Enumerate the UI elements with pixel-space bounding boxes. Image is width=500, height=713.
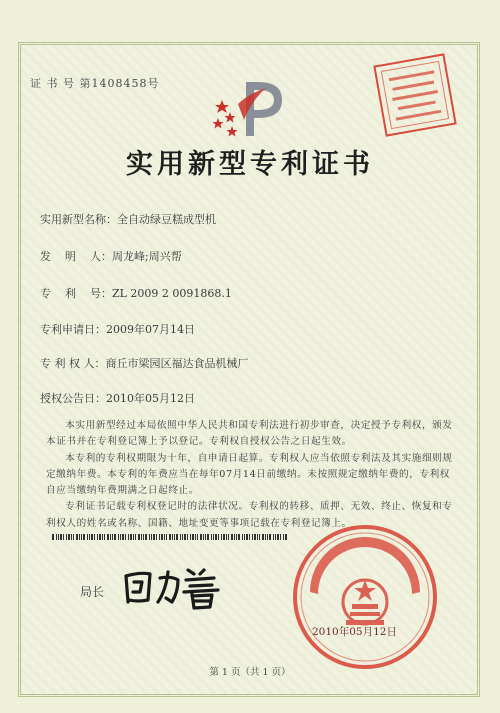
patentee-label: 专 利 权 人：: [40, 357, 106, 370]
barcode-bar: [249, 534, 250, 540]
barcode-bar: [172, 534, 173, 540]
barcode-bar: [87, 534, 88, 540]
patentee-value: 商丘市梁园区福达食品机械厂: [105, 357, 249, 370]
agency-seal-stamp: [372, 52, 458, 138]
barcode-bar: [159, 534, 160, 540]
barcode-bar: [104, 534, 105, 540]
barcode-bar: [203, 534, 204, 540]
barcode-bar: [207, 534, 209, 540]
announcement-date-value: 2010年05月12日: [106, 392, 195, 405]
barcode-bar: [169, 534, 171, 540]
barcode-bar: [200, 534, 202, 540]
barcode-bar: [164, 534, 165, 540]
filing-date-value: 2009年07月14日: [106, 323, 195, 336]
barcode-bar: [257, 534, 258, 540]
barcode-bar: [267, 534, 268, 540]
barcode-bar: [242, 534, 243, 540]
certificate-number: 证 书 号 第1408458号: [30, 77, 160, 90]
barcode-bar: [161, 534, 163, 540]
page-title: 实用新型专利证书: [126, 149, 374, 180]
barcode-bar: [153, 534, 155, 540]
patent-number-row: [40, 285, 232, 301]
barcode-bar: [97, 534, 98, 540]
barcode-bar: [99, 534, 101, 540]
barcode-bar: [114, 534, 116, 540]
body-paragraph-term: 本专利的专利权期限为十年，自申请日起算。专利权人应当依照专利法及其实施细则规定缴纳年费。本专利的年费应当在每年07月14日前缴纳。未按照规定缴纳年费的，专利权自应当缴纳年费期满之日起终止。: [46, 452, 453, 497]
barcode-bar: [275, 534, 276, 540]
barcode-bar: [269, 534, 271, 540]
barcode-bar: [73, 534, 74, 540]
barcode-bar: [120, 534, 121, 540]
barcode-bar: [122, 534, 124, 540]
barcode-bar: [145, 534, 147, 540]
barcode-bar: [133, 534, 134, 540]
announcement-date-row: [40, 390, 195, 406]
barcode-bar: [102, 534, 103, 540]
inventor-label: 发 明 人：: [40, 250, 112, 263]
barcode-bar: [221, 534, 222, 540]
seal-date: 2010年05月12日: [312, 626, 397, 638]
barcode-bar: [259, 534, 260, 540]
barcode-bar: [52, 534, 54, 540]
barcode-bar: [79, 534, 80, 540]
barcode-bar: [192, 534, 194, 540]
patentee-row: [40, 355, 249, 371]
body-paragraph-record: 专利证书记载专利权登记时的法律状况。专利权的转移、质押、无效、终止、恢复和专利权人的姓名或名称、国籍、地址变更等事项记载在专利登记簿上。: [46, 501, 453, 529]
barcode-bar: [112, 534, 113, 540]
barcode-bar: [63, 534, 64, 540]
barcode-bar: [128, 534, 129, 540]
barcode-bar: [213, 534, 214, 540]
barcode-bar: [125, 534, 126, 540]
director-signature: [118, 560, 228, 614]
barcode-bar: [71, 534, 72, 540]
barcode-bar: [226, 534, 227, 540]
barcode-bar: [91, 534, 93, 540]
barcode-bar: [182, 534, 183, 540]
director-label: 局长: [80, 585, 105, 599]
barcode-bar: [190, 534, 191, 540]
inventor-value: 周龙峰;周兴帮: [111, 250, 182, 263]
barcode-bar: [180, 534, 181, 540]
barcode-bar: [89, 534, 90, 540]
barcode-bar: [66, 534, 67, 540]
barcode-bar: [56, 534, 57, 540]
page-number: 第 1 页（共 1 页）: [209, 667, 291, 678]
utility-model-name-label: 实用新型名称：: [40, 213, 117, 226]
barcode-bar: [184, 534, 186, 540]
barcode-bar: [238, 534, 240, 540]
filing-date-label: 专利申请日：: [40, 323, 106, 336]
barcode-bar: [234, 534, 235, 540]
inventor-row: [40, 248, 182, 264]
barcode-bar: [197, 534, 198, 540]
barcode-bar: [280, 534, 281, 540]
barcode-bar: [81, 534, 82, 540]
official-seal: [290, 522, 440, 672]
barcode-bar: [138, 534, 140, 540]
barcode-bar: [262, 534, 264, 540]
barcode-bar: [60, 534, 62, 540]
utility-model-name-value: 全自动绿豆糕成型机: [117, 213, 216, 226]
certificate-body: [46, 418, 458, 532]
barcode-bar: [252, 534, 253, 540]
barcode-bar: [156, 534, 157, 540]
barcode-bar: [223, 534, 225, 540]
barcode-bar: [68, 534, 70, 540]
barcode: [52, 534, 288, 540]
barcode-bar: [211, 534, 212, 540]
filing-date-row: [40, 321, 195, 337]
barcode-bar: [254, 534, 256, 540]
barcode-bar: [283, 534, 284, 540]
barcode-bar: [76, 534, 78, 540]
patent-number-label: 专 利 号：: [40, 287, 112, 300]
barcode-bar: [246, 534, 248, 540]
barcode-bar: [195, 534, 196, 540]
utility-model-name-row: [40, 211, 216, 227]
announcement-date-label: 授权公告日：: [40, 392, 106, 405]
barcode-bar: [228, 534, 229, 540]
patent-number-value: ZL 2009 2 0091868.1: [111, 287, 232, 300]
barcode-bar: [141, 534, 142, 540]
barcode-bar: [58, 534, 59, 540]
barcode-bar: [143, 534, 144, 540]
barcode-bar: [277, 534, 279, 540]
barcode-bar: [265, 534, 266, 540]
barcode-bar: [176, 534, 178, 540]
barcode-bar: [151, 534, 152, 540]
barcode-bar: [244, 534, 245, 540]
barcode-bar: [187, 534, 188, 540]
barcode-bar: [149, 534, 150, 540]
barcode-bar: [215, 534, 217, 540]
barcode-bar: [83, 534, 85, 540]
barcode-bar: [231, 534, 233, 540]
barcode-bar: [130, 534, 132, 540]
barcode-bar: [273, 534, 274, 540]
body-paragraph-grant: 本实用新型经过本局依照中华人民共和国专利法进行初步审查，决定授予专利权，颁发本证书并在专利登记簿上予以登记。专利权自授权公告之日起生效。: [46, 420, 453, 448]
barcode-bar: [174, 534, 175, 540]
barcode-bar: [94, 534, 95, 540]
barcode-bar: [118, 534, 119, 540]
barcode-bar: [110, 534, 111, 540]
barcode-bar: [166, 534, 167, 540]
barcode-bar: [285, 534, 287, 540]
barcode-bar: [107, 534, 109, 540]
barcode-bar: [236, 534, 237, 540]
patent-office-logo: [208, 74, 294, 144]
barcode-bar: [218, 534, 219, 540]
barcode-bar: [205, 534, 206, 540]
barcode-bar: [135, 534, 136, 540]
